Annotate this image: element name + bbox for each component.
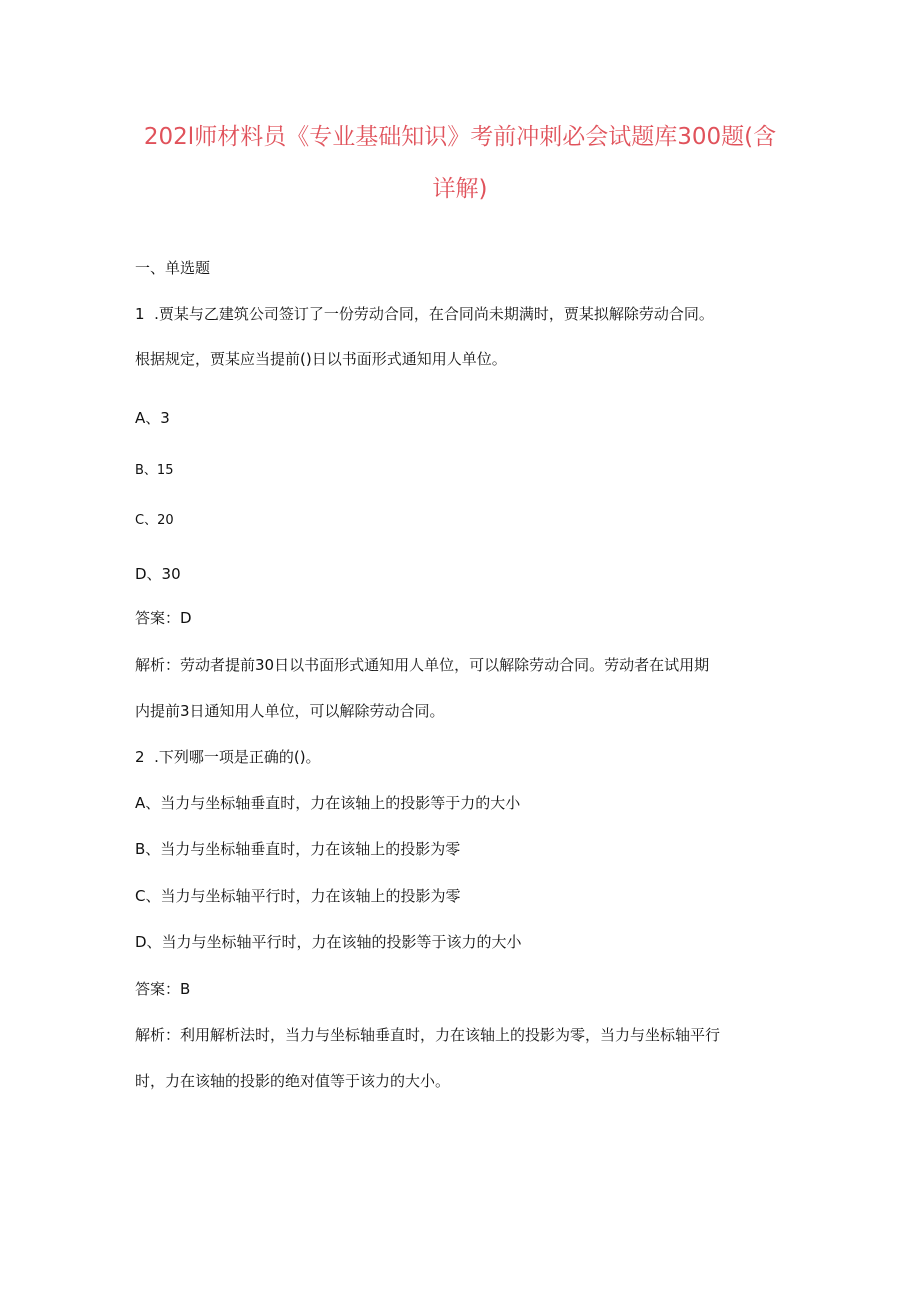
question-2-option-c: C、当力与坐标轴平行时，力在该轴上的投影为零 <box>135 887 461 905</box>
question-1-stem-line-2: 根据规定，贾某应当提前()日以书面形式通知用人单位。 <box>135 350 507 368</box>
question-1-explanation-line-2: 内提前3日通知用人单位，可以解除劳动合同。 <box>135 702 445 720</box>
question-2-option-d: D、当力与坐标轴平行时，力在该轴的投影等于该力的大小 <box>135 933 522 951</box>
document-title-line-1: 202l师材料员《专业基础知识》考前冲刺必会试题库300题(含 <box>143 124 777 150</box>
question-2-option-b: B、当力与坐标轴垂直时，力在该轴上的投影为零 <box>135 840 461 858</box>
question-1-answer: 答案：D <box>135 609 192 627</box>
question-2-stem: 2 .下列哪一项是正确的()。 <box>135 748 321 766</box>
section-heading: 一、单选题 <box>135 259 211 277</box>
question-1-option-a: A、3 <box>135 409 170 427</box>
document-title-line-2: 详解) <box>432 176 488 202</box>
question-1-explanation-line-1: 解析：劳动者提前30日以书面形式通知用人单位，可以解除劳动合同。劳动者在试用期 <box>135 656 710 674</box>
question-2-option-a: A、当力与坐标轴垂直时，力在该轴上的投影等于力的大小 <box>135 794 521 812</box>
question-1-option-d: D、30 <box>135 565 181 583</box>
question-2-explanation-line-1: 解析：利用解析法时，当力与坐标轴垂直时，力在该轴上的投影为零，当力与坐标轴平行 <box>135 1026 721 1044</box>
question-1-stem-line-1: 1 .贾某与乙建筑公司签订了一份劳动合同，在合同尚未期满时，贾某拟解除劳动合同。 <box>135 305 714 323</box>
question-2-answer: 答案：B <box>135 980 191 998</box>
question-1-option-b: B、15 <box>135 463 174 478</box>
question-2-explanation-line-2: 时，力在该轴的投影的绝对值等于该力的大小。 <box>135 1072 451 1090</box>
question-1-option-c: C、20 <box>135 513 174 528</box>
